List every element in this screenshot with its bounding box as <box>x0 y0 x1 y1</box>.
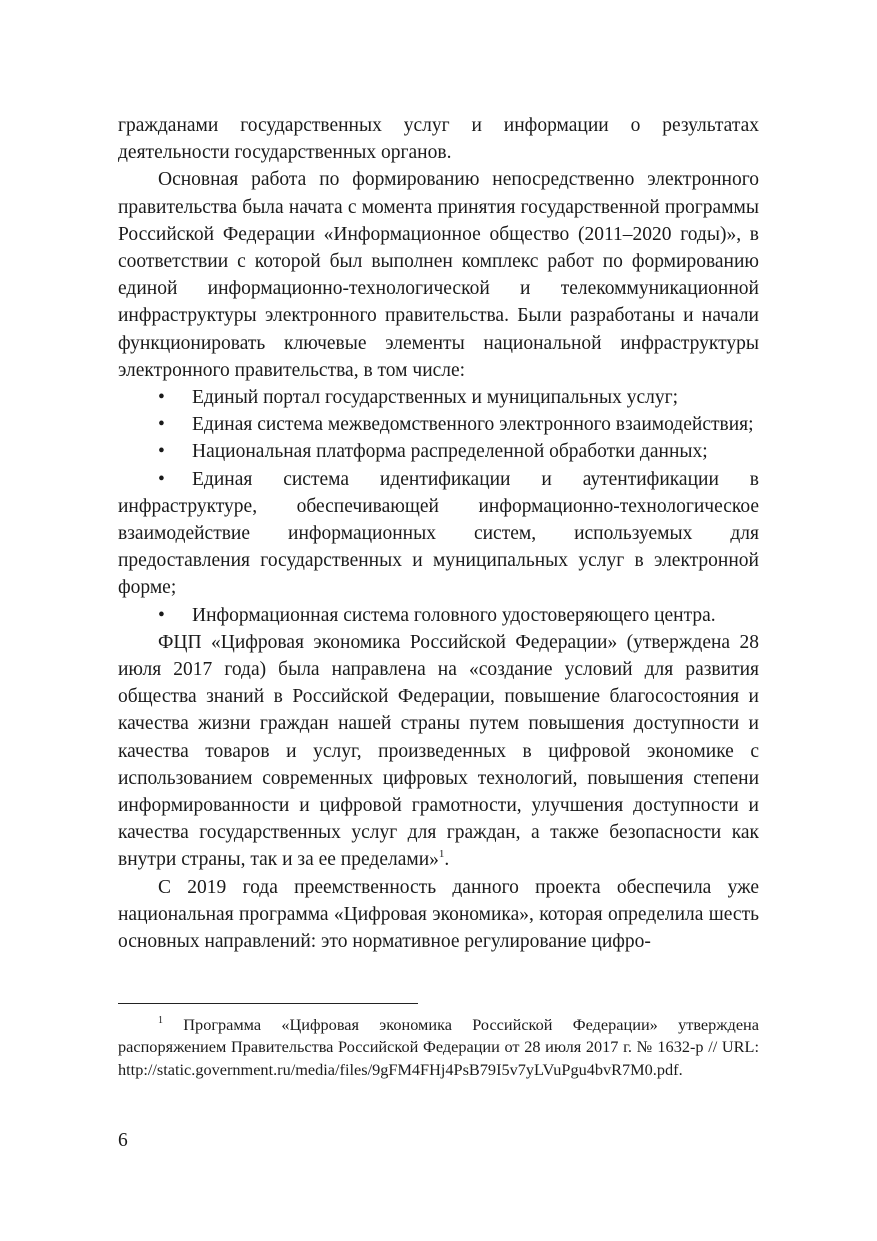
footnote-reference[interactable]: 1 <box>438 848 445 861</box>
list-item <box>118 602 759 629</box>
paragraph-text: ФЦП «Цифровая экономика Российской Федерации» (утверждена 28 июля 2017 года) была направлена на «создание условий для развития общества знаний в Российской Федерации, повышение благосостояния и качества жизни граждан нашей страны путем повышения доступности и качества товаров и услуг, произведенных в цифровой экономике с использованием современных цифровых технологий, повышения степени информированности и цифровой грамотности, улучшения доступности и качества государственных услуг для граждан, а также безопасности как внутри страны, так и за ее пределами» <box>118 631 759 871</box>
bullet-icon: • <box>158 468 165 490</box>
list-item-text: Единая система идентификации и аутентификации в инфраструктуре, обеспечивающей информационно-технологическое взаимодействие информационных систем, используемых для предоставления государственных и муниципальных услуг в электронной форме; <box>118 468 759 599</box>
list-item <box>118 438 759 465</box>
list-item-text: Единая система межведомственного электронного взаимодействия; <box>192 414 754 436</box>
footnote <box>118 1014 759 1081</box>
paragraph-e-government: Основная работа по формированию непосредственно электронного правительства была начата с момента принятия государственной программы Российской Федерации «Информационное общество (2011–2020 годы)», в соответствии с которой был выполнен комплекс работ по формированию единой информационно-технологической и телекоммуникационной инфраструктуры электронного правительства. Были разработаны и начали функционировать ключевые элементы национальной инфраструктуры электронного правительства, в том числе: <box>118 169 759 381</box>
bullet-icon: • <box>158 387 165 409</box>
list-item <box>118 466 759 602</box>
list-item-text: Единый портал государственных и муниципальных услуг; <box>192 387 678 409</box>
footnote-text: Программа «Цифровая экономика Российской Федерации» утверждена распоряжением Правительства Российской Федерации от 28 июля 2017 г. № 1632-р // URL: http://static.government.ru/media/files/9gFM4FHj4PsB79I5v7yLVuPgu4bvR7M0.pdf. <box>118 1015 759 1079</box>
paragraph-continuation: гражданами государственных услуг и информации о результатах деятельности государственных органов. <box>118 115 759 164</box>
list-item-text: Национальная платформа распределенной обработки данных; <box>192 441 708 463</box>
list-item <box>118 384 759 411</box>
bullet-icon: • <box>158 414 165 436</box>
bullet-list <box>118 384 759 629</box>
paragraph-end-punctuation: . <box>444 849 450 871</box>
footnote-divider <box>118 1003 418 1004</box>
paragraph-national-program: С 2019 года преемственность данного проекта обеспечила уже национальная программа «Цифровая экономика», которая определила шесть основных направлений: это нормативное регулирование цифро- <box>118 876 759 953</box>
page-number: 6 <box>118 1130 128 1151</box>
footnote-number: 1 <box>158 1015 163 1026</box>
list-item <box>118 411 759 438</box>
page-body <box>118 112 759 955</box>
paragraph-digital-economy-program <box>118 629 759 874</box>
bullet-icon: • <box>158 441 165 463</box>
bullet-icon: • <box>158 604 165 626</box>
list-item-text: Информационная система головного удостоверяющего центра. <box>192 604 716 626</box>
